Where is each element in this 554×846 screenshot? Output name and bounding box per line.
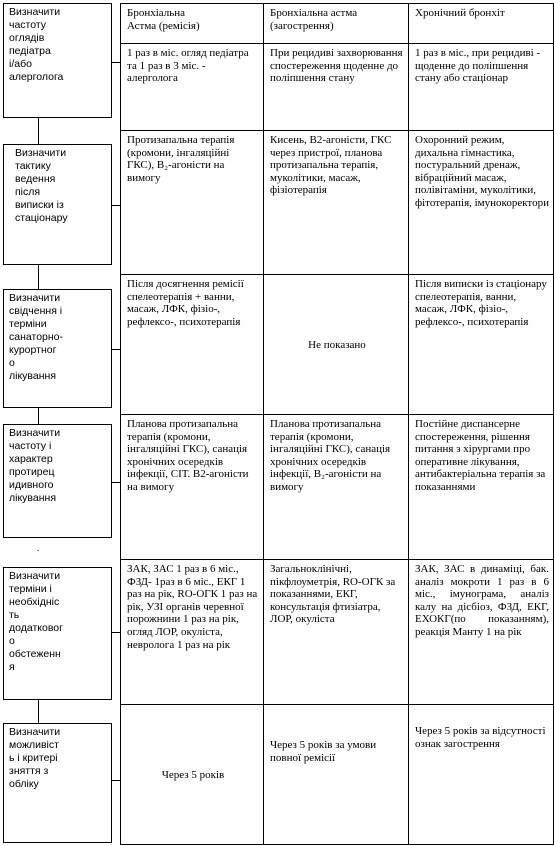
table-row	[121, 560, 554, 705]
table-cell: Кисень, В2-агоністи, ГКС через пристрої, планова протизапальна терапія, муколітики, масаж, фізіотерапія	[264, 131, 409, 275]
row-link-line	[112, 632, 120, 633]
table-row	[121, 131, 554, 275]
table-cell: Через 5 років за умови повної ремісії	[264, 705, 409, 845]
table-cell: 1 раз в міс., при рецидиві - щоденне до поліпшення стану або стаціонар	[409, 44, 554, 131]
step-box-5: Визначити терміни і необхідніс ть додатковог о обстеженн я	[3, 567, 112, 700]
step-box-3: Визначити свідчення і терміни санаторно- курортног о лікування	[3, 289, 112, 408]
separator-dot: .	[37, 543, 40, 553]
table-cell: Після досягнення ремісії спелеотерапія + ванни, масаж, ЛФК, фізіо-, рефлексо-, психотерапія	[121, 275, 264, 415]
table-row	[121, 705, 554, 845]
row-link-line	[112, 62, 120, 63]
table-row	[121, 415, 554, 560]
row-link-line	[112, 482, 120, 483]
table-cell: Планова протизапальна терапія (кромони, інгаляційні ГКС), санація хронічних осередків інфекції, СІТ. В2-агоністи на вимогу	[121, 415, 264, 560]
table-cell: Планова протизапальна терапія (кромони, інгаляційні ГКС), санація хронічних осередків інфекції, В₂-агоністи на вимогу	[264, 415, 409, 560]
table-cell: Постійне диспансерне спостереження, рішення питання з хірургами про оперативне лікування, антибактеріальна терапія за показаннями	[409, 415, 554, 560]
step-box-1: Визначити частоту оглядів педіатра і/або алерголога	[3, 3, 112, 118]
follow-up-table	[120, 3, 554, 845]
header-chronic-bronchitis: Хронічний бронхіт	[409, 4, 554, 44]
connector-line	[38, 408, 39, 424]
table-cell: При рецидиві захворювання спостереження щоденне до поліпшення стану	[264, 44, 409, 131]
header-asthma-remission: Бронхіальна Астма (ремісія)	[121, 4, 264, 44]
table-cell: Не показано	[264, 275, 409, 415]
row-link-line	[112, 780, 120, 781]
table-row	[121, 44, 554, 131]
table-cell: Протизапальна терапія (кромони, інгаляційні ГКС), В₂-агоністи на вимогу	[121, 131, 264, 275]
connector-line	[38, 265, 39, 289]
row-link-line	[112, 205, 120, 206]
table-cell: Через 5 років за відсутності ознак загострення	[409, 705, 554, 845]
table-cell: Загальноклінічні, пікфлоуметрія, RO-ОГК за показаннями, ЕКГ, консультація фтизіатра, ЛОР, окуліста	[264, 560, 409, 705]
table-cell: ЗАК, ЗАС в динаміці, бак. аналіз мокроти 1 раз в 6 міс., імунограма, аналіз калу на дісбіоз, ФЗД, ЕКГ, ЕХОКГ(по показанням), реакція Манту 1 на рік	[409, 560, 554, 705]
header-asthma-exacerbation: Бронхіальна астма (загострення)	[264, 4, 409, 44]
connector-line	[38, 118, 39, 144]
step-box-4: Визначити частоту і характер протирец идивного лікування	[3, 424, 112, 538]
table-header-row	[121, 4, 554, 44]
step-box-6: Визначити можливіст ь і критері зняття з обліку	[3, 723, 112, 843]
table-cell: ЗАК, ЗАС 1 раз в 6 міс., ФЗД- 1раз в 6 міс., ЕКГ 1 раз на рік, RO-ОГК 1 раз на рік, УЗІ органів черевної порожнини 1 раз на рік, огляд ЛОР, окуліста, невролога 1 раз на рік	[121, 560, 264, 705]
connector-line	[38, 700, 39, 723]
table-cell: Охоронний режим, дихальна гімнастика, постуральний дренаж, вібраційний масаж, полівітаміни, муколітики, фітотерапія, імунокоректори	[409, 131, 554, 275]
table-cell: Після виписки із стаціонару спелеотерапія, ванни, масаж, ЛФК, фізіо-, рефлексо-, психотерапія	[409, 275, 554, 415]
row-link-line	[112, 349, 120, 350]
table-row	[121, 275, 554, 415]
table-cell: 1 раз в міс. огляд педіатра та 1 раз в 3 міс. - алерголога	[121, 44, 264, 131]
step-box-2: Визначити тактику ведення після виписки із стаціонару	[3, 144, 112, 265]
table-cell: Через 5 років	[121, 705, 264, 845]
